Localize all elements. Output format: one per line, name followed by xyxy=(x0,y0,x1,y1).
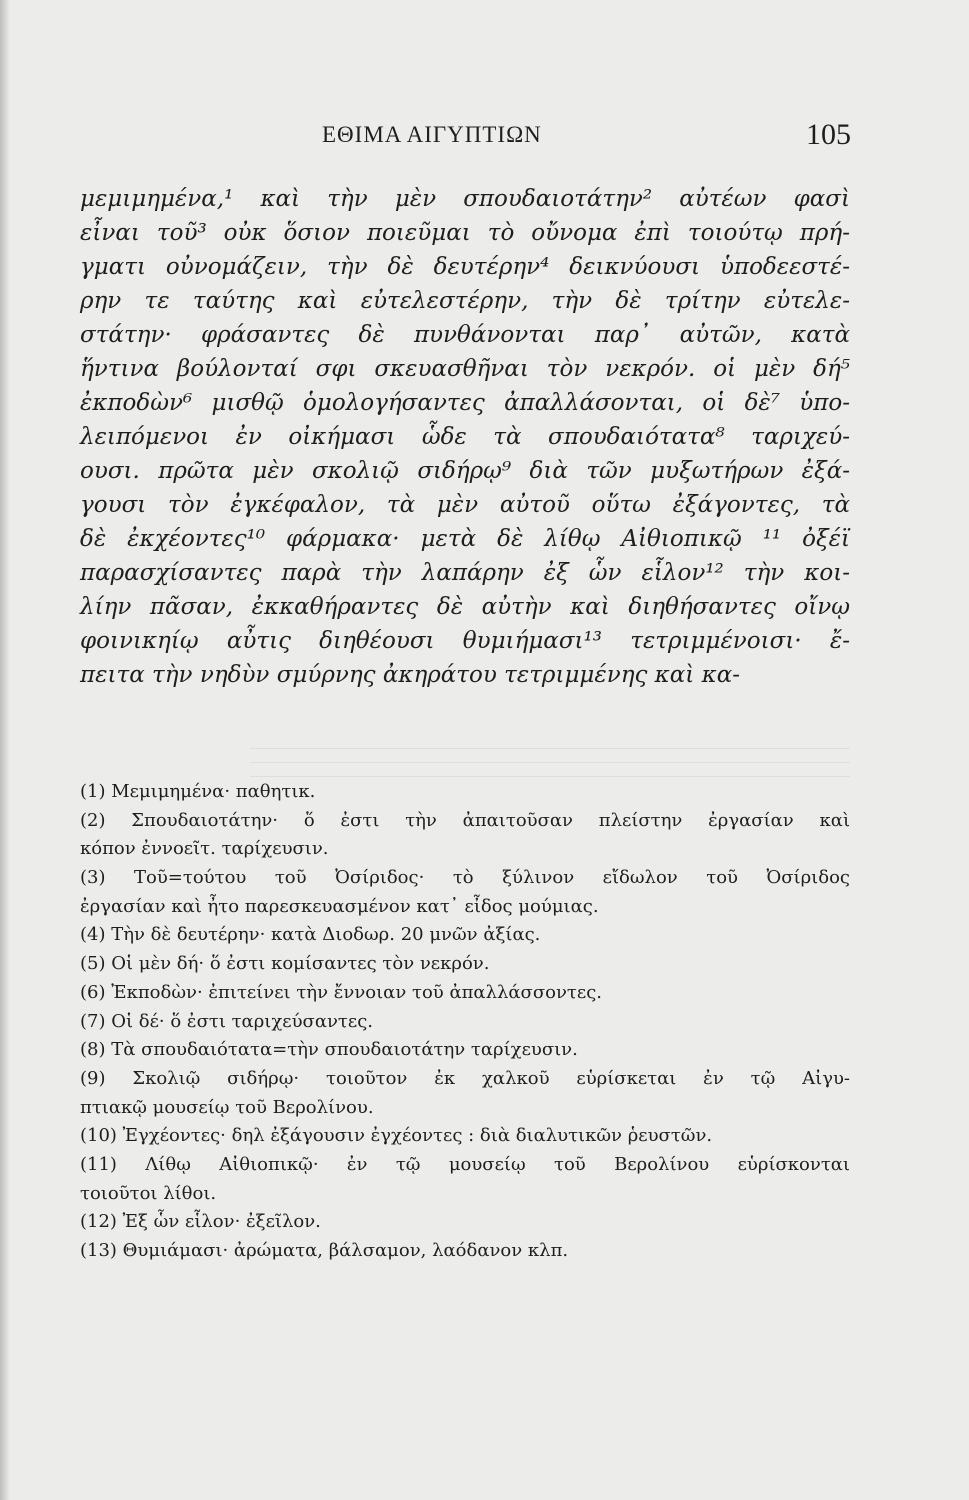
footnote-line: (13) Θυμιάμασι· ἀρώματα, βάλσαμον, λαόδανον κλπ. xyxy=(80,1240,569,1261)
text-line: λίην πᾶσαν, ἐκκαθήραντες δὲ αὐτὴν καὶ διηθήσαντες οἴνῳ xyxy=(80,594,850,620)
text-line: ἐκποδὼν⁶ μισθῷ ὁμολογήσαντες ἀπαλλάσονται, οἱ δὲ⁷ ὑπο- xyxy=(80,390,850,416)
page-number: 105 xyxy=(806,118,851,151)
footnote-line: ἐργασίαν καὶ ἦτο παρεσκευασμένον κατ᾽ εἶδος μούμιας. xyxy=(80,895,599,917)
footnote-line: (6) Ἐκποδὼν· ἐπιτείνει τὴν ἔννοιαν τοῦ ἀπαλλάσσοντες. xyxy=(80,981,602,1003)
text-line: ουσι. πρῶτα μὲν σκολιῷ σιδήρῳ⁹ διὰ τῶν μυξωτήρων ἐξά- xyxy=(80,458,850,484)
text-line: φοινικηίῳ αὖτις διηθέουσι θυμιήμασι¹³ τετριμμένοισι· ἔ- xyxy=(80,628,850,654)
footnote-line: (11) Λίθῳ Αἰθιοπικῷ· ἐν τῷ μουσείῳ τοῦ Βερολίνου εὑρίσκονται xyxy=(80,1153,850,1175)
text-line: μεμιμημένα,¹ καὶ τὴν μὲν σπουδαιοτάτην² αὐτέων φασὶ xyxy=(80,186,850,212)
footnote-line: (9) Σκολιῷ σιδήρῳ· τοιοῦτον ἐκ χαλκοῦ εὑρίσκεται ἐν τῷ Αἰγυ- xyxy=(80,1067,850,1089)
text-line: δὲ ἐκχέοντες¹⁰ φάρμακα· μετὰ δὲ λίθῳ Αἰθιοπικῷ ¹¹ ὀξέϊ xyxy=(80,526,850,552)
text-line: λειπόμενοι ἐν οἰκήμασι ὧδε τὰ σπουδαιότατα⁸ ταριχεύ- xyxy=(80,424,850,450)
page-header xyxy=(0,118,969,154)
footnote-line: (10) Ἐγχέοντες· δηλ ἐξάγουσιν ἐγχέοντες : διὰ διαλυτικῶν ῥευστῶν. xyxy=(80,1125,713,1147)
text-line: εἶναι τοῦ³ οὐκ ὅσιον ποιεῦμαι τὸ οὔνομα ἐπὶ τοιούτῳ πρή- xyxy=(80,220,850,246)
text-line: παρασχίσαντες παρὰ τὴν λαπάρην ἐξ ὧν εἷλον¹² τὴν κοι- xyxy=(80,560,850,586)
footnote-line: κόπον ἐννοεῖτ. ταρίχευσιν. xyxy=(80,838,329,860)
text-line: ἥντινα βούλονταί σφι σκευασθῆναι τὸν νεκρόν. οἱ μὲν δή⁵ xyxy=(80,356,850,382)
text-line: στάτην· φράσαντες δὲ πυνθάνονται παρ᾽ αὐτῶν, κατὰ xyxy=(80,322,850,348)
footnote-line: (1) Μεμιμημένα· παθητικ. xyxy=(80,781,316,802)
footnote-line: (2) Σπουδαιοτάτην· ὅ ἐστι τὴν ἀπαιτοῦσαν πλείστην ἐργασίαν καὶ xyxy=(80,809,850,831)
footnote-line: (5) Οἱ μὲν δή· ὅ ἐστι κομίσαντες τὸν νεκρόν. xyxy=(80,953,490,975)
running-title: ΕΘΙΜΑ ΑΙΓΥΠΤΙΩΝ xyxy=(322,122,542,147)
text-line: ρην τε ταύτης καὶ εὐτελεστέρην, τὴν δὲ τρίτην εὐτελε- xyxy=(80,288,850,314)
page-edge-shadow xyxy=(0,0,10,1500)
footnote-line: (4) Τὴν δὲ δευτέρην· κατὰ Διοδωρ. 20 μνῶν ἀξίας. xyxy=(80,924,541,946)
main-text xyxy=(80,182,850,692)
footnote-line: (7) Οἱ δέ· ὅ ἐστι ταριχεύσαντες. xyxy=(80,1010,374,1032)
footnote-line: πτιακῷ μουσείῳ τοῦ Βερολίνου. xyxy=(80,1096,374,1118)
footnote-line: (3) Τοῦ=τούτου τοῦ Ὀσίριδος· τὸ ξύλινον εἴδωλον τοῦ Ὀσίριδος xyxy=(80,867,850,889)
footnote-line: (12) Ἐξ ὧν εἷλον· ἐξεῖλον. xyxy=(80,1211,321,1233)
footnotes xyxy=(80,778,850,1266)
text-line: πειτα τὴν νηδὺν σμύρνης ἀκηράτου τετριμμένης καὶ κα- xyxy=(80,662,740,688)
footnote-line: (8) Τὰ σπουδαιότατα=τὴν σπουδαιοτάτην ταρίχευσιν. xyxy=(80,1039,578,1061)
footnote-line: τοιοῦτοι λίθοι. xyxy=(80,1182,217,1204)
text-line: γματι οὐνομάζειν, τὴν δὲ δευτέρην⁴ δεικνύουσι ὑποδεεστέ- xyxy=(80,254,850,280)
text-line: γουσι τὸν ἐγκέφαλον, τὰ μὲν αὐτοῦ οὕτω ἐξάγοντες, τὰ xyxy=(80,492,850,518)
